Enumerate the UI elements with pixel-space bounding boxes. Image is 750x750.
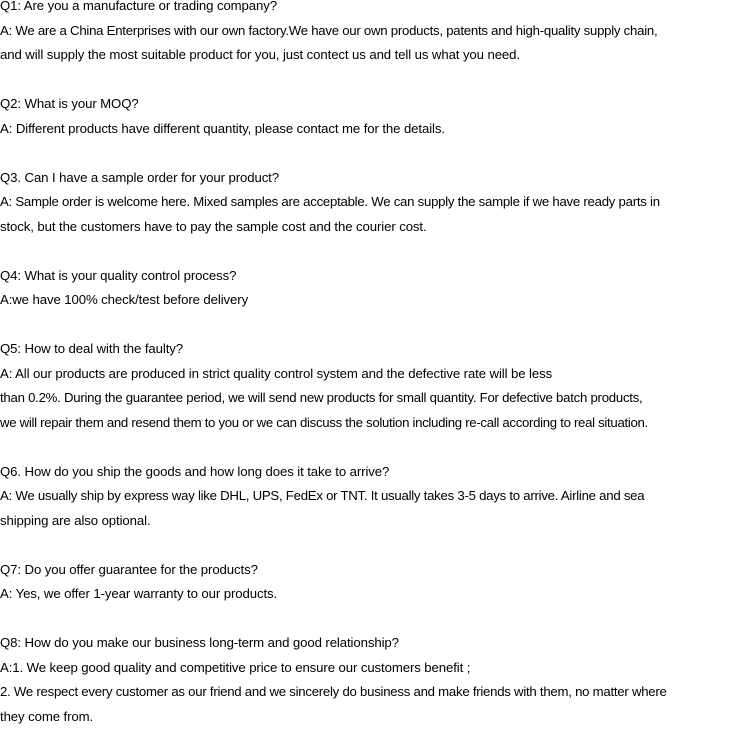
- faq-question-3: Q3. Can I have a sample order for your product?: [0, 170, 279, 185]
- faq-question-6: Q6. How do you ship the goods and how long does it take to arrive?: [0, 464, 390, 479]
- faq-answer-8-line-1: A:1. We keep good quality and competitive price to ensure our customers benefit ;: [0, 660, 471, 675]
- faq-answer-3-line-1: A: Sample order is welcome here. Mixed samples are acceptable. We can supply the sample if we have ready parts in: [0, 194, 660, 209]
- faq-answer-4-line-1: A:we have 100% check/test before delivery: [0, 292, 249, 307]
- faq-question-4: Q4: What is your quality control process?: [0, 268, 237, 283]
- faq-answer-1-line-1: A: We are a China Enterprises with our own factory.We have our own products, patents and high-quality supply chain,: [0, 23, 658, 38]
- faq-question-1: Q1: Are you a manufacture or trading company?: [0, 0, 277, 13]
- faq-question-2: Q2: What is your MOQ?: [0, 96, 139, 111]
- faq-answer-6-line-2: shipping are also optional.: [0, 513, 151, 528]
- faq-answer-3-line-2: stock, but the customers have to pay the sample cost and the courier cost.: [0, 219, 427, 234]
- faq-question-5: Q5: How to deal with the faulty?: [0, 341, 183, 356]
- faq-answer-5-line-1: A: All our products are produced in strict quality control system and the defective rate will be less: [0, 366, 553, 381]
- faq-answer-8-line-3: they come from.: [0, 709, 94, 724]
- faq-answer-5-line-3: we will repair them and resend them to you or we can discuss the solution including re-call according to real situation.: [0, 415, 648, 430]
- faq-answer-8-line-2: 2. We respect every customer as our friend and we sincerely do business and make friends with them, no matter where: [0, 684, 667, 699]
- faq-question-8: Q8: How do you make our business long-term and good relationship?: [0, 635, 399, 650]
- faq-answer-1-line-2: and will supply the most suitable product for you, just contect us and tell us what you need.: [0, 47, 520, 62]
- faq-answer-2-line-1: A: Different products have different quantity, please contact me for the details.: [0, 121, 445, 136]
- faq-answer-7-line-1: A: Yes, we offer 1-year warranty to our products.: [0, 586, 278, 601]
- faq-answer-6-line-1: A: We usually ship by express way like DHL, UPS, FedEx or TNT. It usually takes 3-5 days to arrive. Airline and sea: [0, 488, 645, 503]
- faq-question-7: Q7: Do you offer guarantee for the products?: [0, 562, 258, 577]
- faq-answer-5-line-2: than 0.2%. During the guarantee period, we will send new products for small quantity. For defective batch products,: [0, 390, 643, 405]
